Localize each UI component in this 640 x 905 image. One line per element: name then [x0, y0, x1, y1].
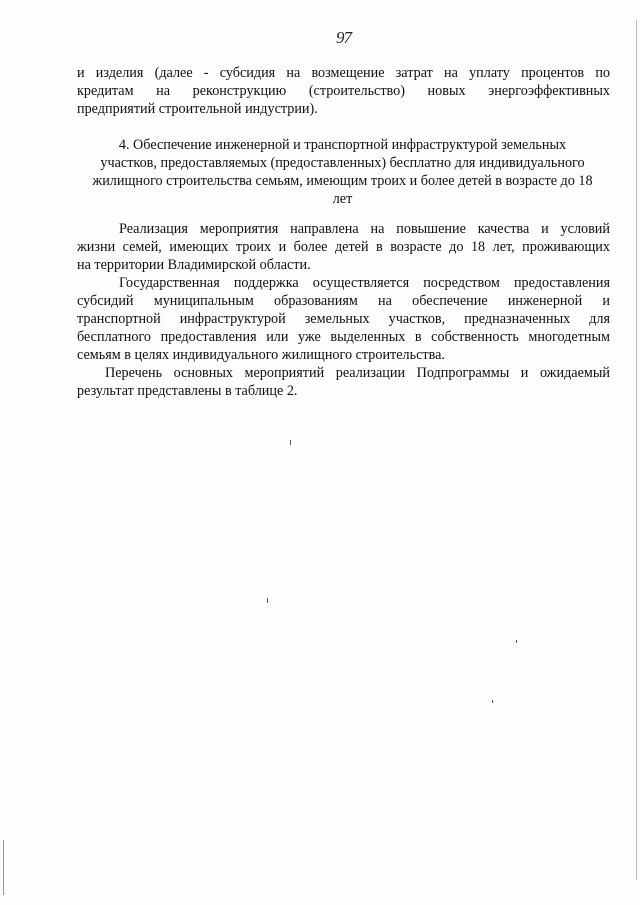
speck — [492, 700, 493, 703]
paragraph-state-support — [77, 274, 610, 364]
text-line: кредитам на реконструкцию (строительство) новых энергоэффективных — [77, 83, 610, 99]
text-line: жизни семей, имеющих троих и более детей в возрасте до 18 лет, проживающих — [77, 239, 610, 255]
heading-line: участков, предоставляемых (предоставленных) бесплатно для индивидуального — [100, 155, 585, 171]
text-line: семьям в целях индивидуального жилищного строительства. — [77, 347, 445, 363]
text-line: бесплатного предоставления или уже выделенных в собственность многодетным — [77, 329, 610, 345]
speck — [3, 840, 4, 895]
scan-edge — [636, 20, 637, 880]
speck — [516, 640, 517, 643]
speck — [290, 440, 291, 445]
text-line: Государственная поддержка осуществляется посредством предоставления — [119, 275, 610, 291]
speck — [267, 598, 268, 603]
text-line: Реализация мероприятия направлена на повышение качества и условий — [119, 221, 610, 237]
text-line: Перечень основных мероприятий реализации Подпрограммы и ожидаемый — [105, 365, 610, 381]
paragraph-implementation — [77, 220, 610, 274]
page-number: 97 — [336, 28, 351, 47]
text-line: на территории Владимирской области. — [77, 257, 311, 273]
paragraph-list-reference — [77, 364, 610, 400]
section-heading — [70, 136, 615, 208]
text-line: предприятий строительной индустрии). — [77, 101, 318, 117]
text-line: и изделия (далее - субсидия на возмещение затрат на уплату процентов по — [77, 65, 610, 81]
heading-line: жилищного строительства семьям, имеющим троих и более детей в возрасте до 18 — [92, 173, 593, 189]
text-line: субсидий муниципальным образованиям на обеспечение инженерной и — [77, 293, 610, 309]
heading-line: лет — [332, 191, 353, 207]
text-line: результат представлены в таблице 2. — [77, 383, 298, 399]
heading-line: 4. Обеспечение инженерной и транспортной инфраструктурой земельных — [118, 137, 567, 153]
paragraph-continuation — [77, 64, 610, 118]
text-line: транспортной инфраструктурой земельных участков, предназначенных для — [77, 311, 610, 327]
